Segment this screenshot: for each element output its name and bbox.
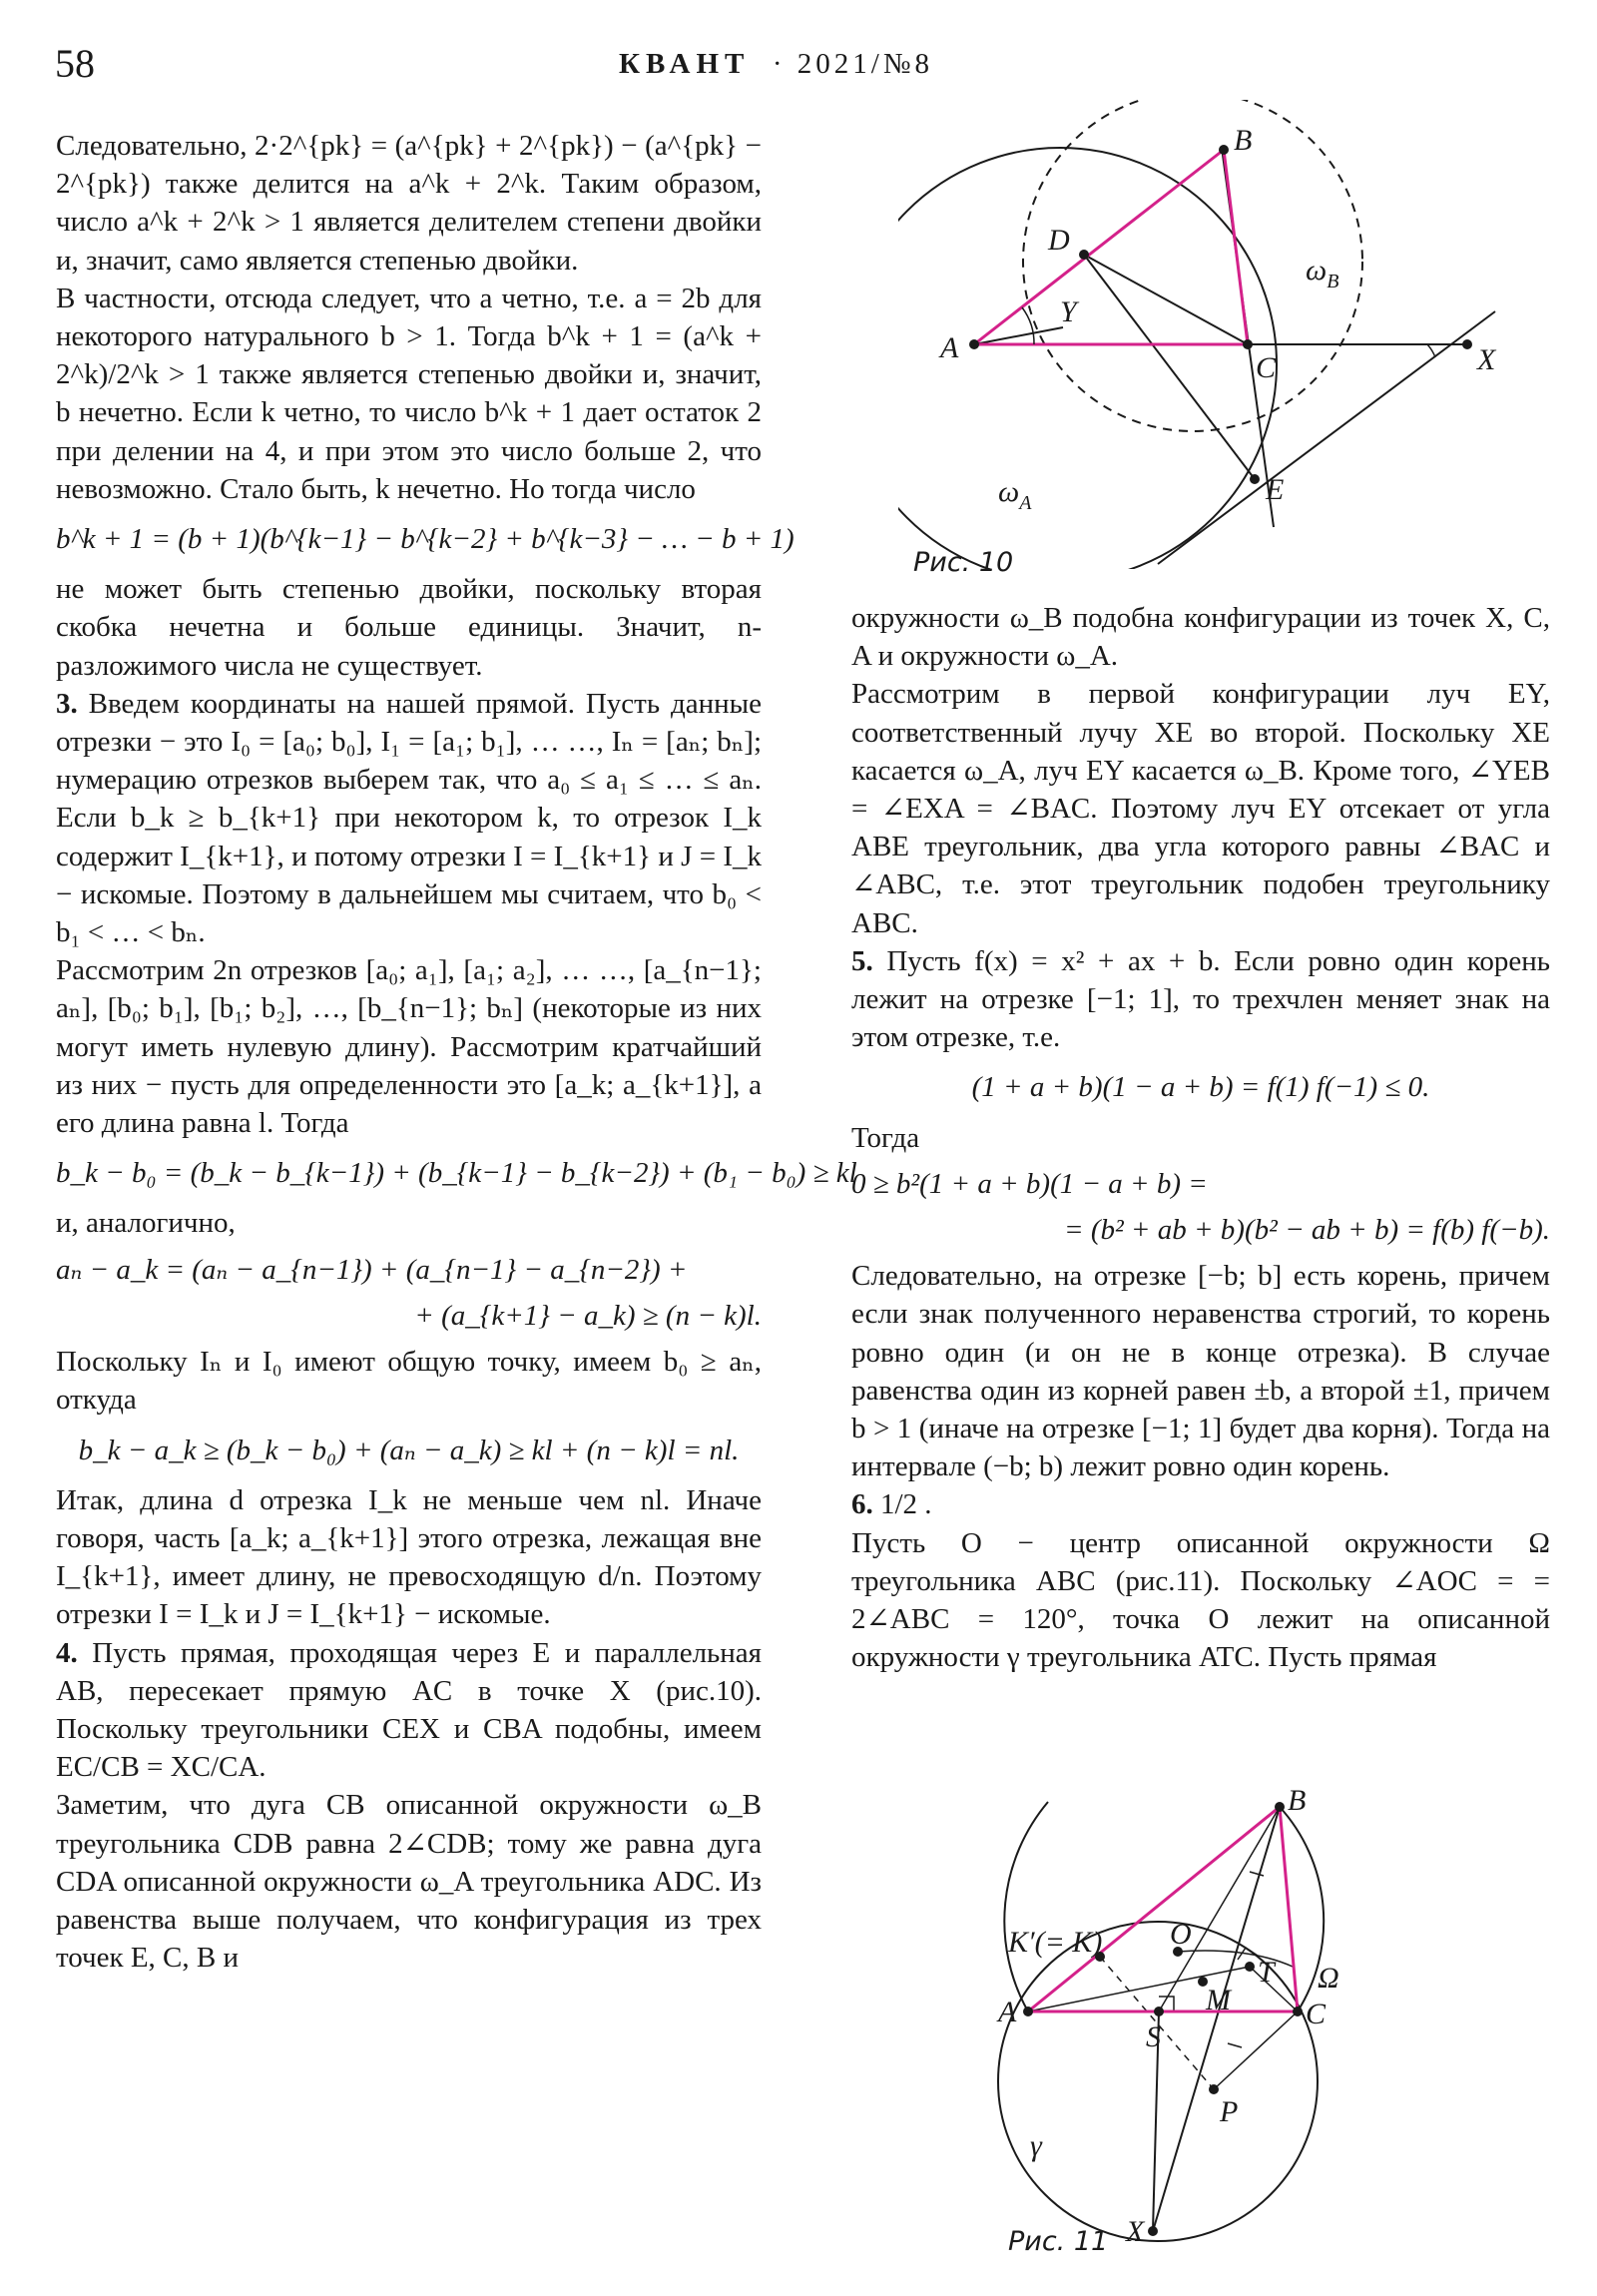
section-number: 6. <box>851 1488 873 1521</box>
point-e <box>1250 474 1260 484</box>
paragraph: Поскольку Iₙ и I₀ имеют общую точку, имеем b₀ ≥ aₙ, откуда <box>56 1346 762 1417</box>
paragraph: Пусть f(x) = x² + ax + b. Если ровно один корень лежит на отрезке [−1; 1], то трехчлен меняет знак на этом отрезке, т.е. <box>851 944 1550 1054</box>
label-p: P <box>1220 2095 1239 2128</box>
point-t <box>1245 1962 1255 1972</box>
section-3 <box>56 685 762 951</box>
omega-symbol: ω <box>998 475 1020 508</box>
line-b-x <box>1153 1807 1280 2231</box>
issue-number: · 2021/№8 <box>772 48 934 80</box>
paragraph: Введем координаты на нашей прямой. Пусть данные отрезки − это I₀ = [a₀; b₀], I₁ = [a₁; b₁], … …, Iₙ = [aₙ; bₙ]; нумерацию отрезков выберем так, что a₀ ≤ a₁ ≤ … ≤ aₙ. Если b_k ≥ b_{k+1} при некотором k, то отрезок I_k содержит I_{k+1}, и потому отрезки I = I_{k+1} и J = I_k − искомые. Поэтому в дальнейшем мы считаем, что b₀ < b₁ < … < bₙ. <box>56 687 763 949</box>
paragraph: и, аналогично, <box>56 1207 236 1240</box>
paragraph: окружности ω_B подобна конфигурации из точек X, C, A и окружности ω_A. <box>851 602 1550 673</box>
label-omega-a <box>998 475 1032 514</box>
paragraph: Следовательно, 2·2^{pk} = (a^{pk} + 2^{pk}) − (a^{pk} − 2^{pk}) также делится на a^k + 2^k. Таким образом, число a^k + 2^k > 1 является делителем степени двойки и, значит, само является степенью двойки. <box>56 130 762 277</box>
label-d: D <box>1048 224 1070 257</box>
line-e-x <box>1158 311 1495 564</box>
omega-subscript: A <box>1019 492 1032 514</box>
point-b <box>1219 145 1229 155</box>
point-a <box>1023 2007 1033 2016</box>
point-x <box>1462 339 1472 349</box>
journal-title <box>619 48 933 81</box>
section-6 <box>851 1485 1550 1523</box>
figure-10-caption: Рис. 10 <box>913 547 1014 578</box>
point-b <box>1275 1802 1285 1812</box>
answer: 1/2 . <box>880 1488 932 1521</box>
paragraph: Тогда <box>851 1121 920 1154</box>
triangle-abc <box>974 150 1248 344</box>
journal-name: КВАНТ <box>619 48 751 80</box>
paragraph: не может быть степенью двойки, поскольку вторая скобка нечетна и больше единицы. Значит, n-разложимого числа не существует. <box>56 573 762 682</box>
line-d-c <box>1084 255 1248 344</box>
label-c: C <box>1306 1998 1327 2030</box>
angle-arc-x <box>1427 344 1435 357</box>
equation: 0 ≥ b²(1 + a + b)(1 − a + b) = <box>851 1167 1208 1200</box>
circle-omega <box>1004 1802 1048 2011</box>
paragraph: Рассмотрим в первой конфигурации луч EY, соответственный лучу XE во второй. Поскольку XE касается ω_A, луч EY касается ω_B. Кроме того, ∠YEB = ∠EXA = ∠BAC. Поэтому луч EY отсекает от угла ABE треугольник, два угла которого равны ∠BAC и ∠ABC, т.е. этот треугольник подобен треугольнику ABC. <box>851 678 1550 939</box>
point-p <box>1209 2084 1219 2094</box>
label-m: M <box>1206 1984 1231 2016</box>
label-omega: Ω <box>1318 1962 1339 1995</box>
label-x: X <box>1477 343 1496 376</box>
label-b: B <box>1288 1784 1307 1817</box>
paragraph: Следовательно, на отрезке [−b; b] есть корень, причем если знак полученного неравенства строгий, то корень ровно один (и он не в конце отрезка). В случае равенства один из корней равен ±b, а второй ±1, причем b > 1 (иначе на отрезке [−1; 1] будет два корня). Тогда на интервале (−b; b) лежит ровно один корень. <box>851 1260 1550 1483</box>
equation: b_k − a_k ≥ (b_k − b₀) + (aₙ − a_k) ≥ kl + (n − k)l = nl. <box>78 1434 740 1466</box>
point-c <box>1293 2007 1303 2016</box>
point-d <box>1079 250 1089 260</box>
label-gamma: γ <box>1030 2129 1042 2162</box>
label-e: E <box>1266 473 1285 506</box>
equation: (1 + a + b)(1 − a + b) = f(1) f(−1) ≤ 0. <box>971 1071 1430 1104</box>
label-s: S <box>1146 2020 1161 2053</box>
equation: b_k − b₀ = (b_k − b_{k−1}) + (b_{k−1} − b_{k−2}) + (b₁ − b₀) ≥ kl <box>56 1157 857 1190</box>
line-a-y <box>974 327 1063 344</box>
line-d-e <box>1084 255 1255 479</box>
equation: + (a_{k+1} − a_k) ≥ (n − k)l. <box>414 1299 762 1332</box>
label-b: B <box>1234 124 1253 157</box>
label-y: Y <box>1060 295 1077 328</box>
section-5 <box>851 942 1550 1057</box>
omega-symbol: ω <box>1306 254 1328 287</box>
section-number: 3. <box>56 687 78 720</box>
paragraph: Рассмотрим 2n отрезков [a₀; a₁], [a₁; a₂], … …, [a_{n−1}; aₙ], [b₀; b₁], [b₁; b₂], …, [b_{n−1}; bₙ] (некоторые из них могут иметь нулевую длину). Рассмотрим кратчайший из них − пусть для определенности это [a_k; a_{k+1}], а его длина равна l. Тогда <box>56 954 762 1140</box>
figure-10 <box>898 100 1557 569</box>
page-number: 58 <box>55 41 95 86</box>
equation: = (b² + ab + b)(b² − ab + b) = f(b) f(−b). <box>1064 1214 1550 1247</box>
section-number: 5. <box>851 944 873 977</box>
label-t: T <box>1258 1956 1275 1989</box>
tick-mark <box>1228 2043 1242 2047</box>
point-a <box>969 339 979 349</box>
section-number: 4. <box>56 1636 78 1669</box>
paragraph: Заметим, что дуга CB описанной окружности ω_B треугольника CDB равна 2∠CDB; тому же равна дуга CDA описанной окружности ω_A треугольника ADC. Из равенства выше получаем, что конфигурация из трех точек E, C, B и <box>56 1789 762 1975</box>
label-a: A <box>940 331 959 364</box>
omega-subscript: B <box>1327 271 1339 292</box>
line-p-c <box>1214 2011 1298 2089</box>
paragraph: Пусть O − центр описанной окружности Ω треугольника ABC (рис.11). Поскольку ∠AOC = = 2∠ABC = 120°, точка O лежит на описанной окружности γ треугольника ATC. Пусть прямая <box>851 1526 1550 1674</box>
point-c <box>1243 339 1253 349</box>
tick-mark <box>1250 1872 1264 1876</box>
running-header <box>0 40 1597 90</box>
figure-11-caption: Рис. 11 <box>1008 2226 1109 2257</box>
section-4 <box>56 1634 762 1787</box>
figure-11 <box>988 1772 1407 2251</box>
label-c: C <box>1256 351 1277 384</box>
paragraph: Пусть прямая, проходящая через E и параллельная AB, пересекает прямую AC в точке X (рис.10). Поскольку треугольники CEX и CBA подобны, имеем EC/CB = XC/CA. <box>56 1636 763 1784</box>
label-omega-b <box>1306 254 1338 292</box>
angle-arc-a <box>1022 307 1034 344</box>
paragraph: Итак, длина d отрезка I_k не меньше чем nl. Иначе говоря, часть [a_k; a_{k+1}] этого отрезка, лежащая вне I_{k+1}, имеет длину, не превосходящую d/n. Поэтому отрезки I = I_k и J = I_{k+1} − искомые. <box>56 1483 762 1631</box>
equation: b^k + 1 = (b + 1)(b^{k−1} − b^{k−2} + b^{k−3} − … − b + 1) <box>56 523 795 556</box>
label-a: A <box>998 1996 1017 2028</box>
left-column <box>56 127 857 1977</box>
paragraph: В частности, отсюда следует, что a четно, т.е. a = 2b для некоторого натурального b > 1. Тогда b^k + 1 = (a^k + 2^k)/2^k > 1 также является степенью двойки и, значит, b нечетно. Если k четно, то число b^k + 1 дает остаток 2 при делении на 4, и при этом это число больше 2, что невозможно. Стало быть, k нечетно. Но тогда число <box>56 282 762 505</box>
label-x: X <box>1126 2215 1145 2248</box>
point-x <box>1148 2226 1158 2236</box>
point-s <box>1154 2007 1164 2016</box>
label-k: K′(= K) <box>1008 1926 1103 1959</box>
right-column <box>851 599 1550 1676</box>
equation: aₙ − a_k = (aₙ − a_{n−1}) + (a_{n−1} − a_{n−2}) + <box>56 1253 688 1286</box>
label-o: O <box>1170 1918 1192 1951</box>
